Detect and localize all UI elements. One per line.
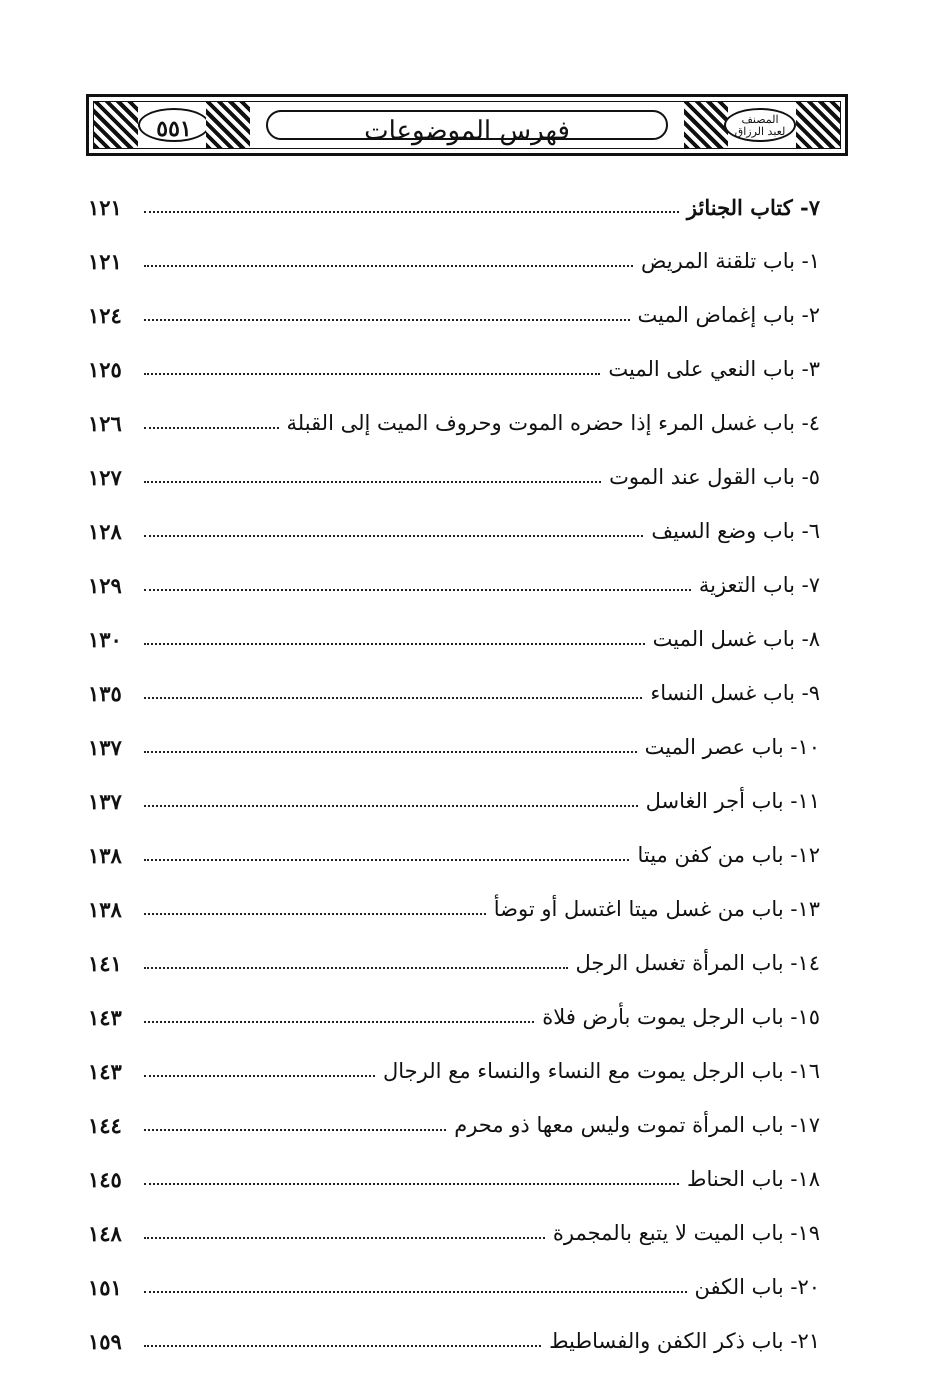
toc-entry-page: ١٤٤ — [88, 1112, 122, 1138]
toc-entry-title: ٩- باب غسل النساء — [650, 681, 820, 705]
toc-entry-page: ١٣٧ — [88, 788, 122, 814]
table-of-contents — [88, 180, 820, 1368]
toc-entry-page: ١٤٣ — [88, 1058, 122, 1084]
toc-entry-title: ١٩- باب الميت لا يتبع بالمجمرة — [552, 1221, 820, 1245]
toc-entry — [88, 1206, 820, 1260]
page-number: ٥٥١ — [156, 116, 192, 142]
toc-entry — [88, 666, 820, 720]
dot-leader — [144, 805, 638, 807]
header-frame — [93, 101, 841, 149]
dot-leader — [144, 697, 642, 699]
toc-entry-title: ٣- باب النعي على الميت — [608, 357, 820, 381]
toc-entry — [88, 396, 820, 450]
toc-entry-title: ٦- باب وضع السيف — [651, 519, 820, 543]
toc-entry-title: ٤- باب غسل المرء إذا حضره الموت وحروف الميت إلى القبلة — [286, 411, 820, 435]
toc-entry — [88, 612, 820, 666]
toc-entry-page: ١٣٨ — [88, 896, 122, 922]
dot-leader — [144, 265, 633, 267]
toc-entry-title: ١٢- باب من كفن ميتا — [637, 843, 820, 867]
dot-leader — [144, 427, 279, 429]
toc-entry-page: ١٢٤ — [88, 302, 122, 328]
toc-entry-title: ١١- باب أجر الغاسل — [645, 789, 820, 813]
toc-entry-page: ١٢١ — [88, 194, 122, 220]
toc-entry — [88, 1152, 820, 1206]
toc-entry — [88, 504, 820, 558]
toc-entry-page: ١٤٣ — [88, 1004, 122, 1030]
dot-leader — [144, 751, 637, 753]
toc-entry-title: ٨- باب غسل الميت — [652, 627, 820, 651]
toc-entry-title: ٥- باب القول عند الموت — [609, 465, 820, 489]
toc-entry-page: ١٢٨ — [88, 518, 122, 544]
toc-entry-page: ١٢٥ — [88, 356, 122, 382]
toc-entry-page: ١٢٩ — [88, 572, 122, 598]
seal-line-1: المصنف — [741, 113, 779, 126]
toc-entry — [88, 450, 820, 504]
toc-entry — [88, 774, 820, 828]
seal-text — [726, 114, 794, 138]
toc-entry-page: ١٤٥ — [88, 1166, 122, 1192]
dot-leader — [144, 373, 600, 375]
toc-entry — [88, 342, 820, 396]
toc-entry-page: ١٣٥ — [88, 680, 122, 706]
toc-entry-page: ١٣٠ — [88, 626, 122, 652]
toc-entry-title: ٧- كتاب الجنائز — [686, 194, 820, 220]
title-banner — [266, 110, 668, 146]
toc-entry — [88, 882, 820, 936]
toc-entry — [88, 234, 820, 288]
dot-leader — [144, 1291, 687, 1293]
dot-leader — [144, 589, 691, 591]
toc-entry-page: ١٤٨ — [88, 1220, 122, 1246]
seal-line-2: لعبد الرزاق — [734, 125, 786, 138]
dot-leader — [144, 535, 643, 537]
toc-entry — [88, 1098, 820, 1152]
ornament-right-inner — [684, 102, 728, 148]
toc-entry — [88, 1260, 820, 1314]
dot-leader — [144, 1345, 541, 1347]
dot-leader — [144, 1075, 375, 1077]
dot-leader — [144, 1237, 545, 1239]
toc-entry-title: ٢١- باب ذكر الكفن والفساطيط — [549, 1329, 820, 1353]
toc-entry-title: ١- باب تلقنة المريض — [641, 249, 820, 273]
dot-leader — [144, 967, 568, 969]
ornament-left-inner — [206, 102, 250, 148]
dot-leader — [144, 643, 645, 645]
ornament-right-outer — [796, 102, 840, 148]
book-seal — [724, 108, 796, 142]
toc-entry-page: ١٥٩ — [88, 1328, 122, 1354]
toc-entry — [88, 180, 820, 234]
toc-entry-title: ٢- باب إغماض الميت — [637, 303, 820, 327]
toc-entry — [88, 288, 820, 342]
toc-entry-title: ١٥- باب الرجل يموت بأرض فلاة — [542, 1005, 820, 1029]
dot-leader — [144, 859, 629, 861]
dot-leader — [144, 1129, 446, 1131]
toc-entry-title: ١٧- باب المرأة تموت وليس معها ذو محرم — [454, 1113, 820, 1137]
ornament-left-outer — [94, 102, 138, 148]
toc-entry-page: ١٢٦ — [88, 410, 122, 436]
toc-entry — [88, 990, 820, 1044]
toc-entry — [88, 1044, 820, 1098]
page-title: فهرس الموضوعات — [364, 116, 570, 146]
dot-leader — [144, 913, 486, 915]
toc-entry — [88, 936, 820, 990]
toc-entry-page: ١٢٧ — [88, 464, 122, 490]
dot-leader — [144, 211, 679, 213]
dot-leader — [144, 319, 630, 321]
toc-entry — [88, 558, 820, 612]
toc-entry-title: ١٦- باب الرجل يموت مع النساء والنساء مع الرجال — [383, 1059, 820, 1083]
toc-entry-page: ١٣٨ — [88, 842, 122, 868]
toc-entry — [88, 720, 820, 774]
dot-leader — [144, 1021, 534, 1023]
toc-entry-page: ١٤١ — [88, 950, 122, 976]
toc-entry — [88, 828, 820, 882]
toc-entry-title: ١٨- باب الحناط — [687, 1167, 820, 1191]
toc-entry-title: ٧- باب التعزية — [698, 573, 820, 597]
toc-entry — [88, 1314, 820, 1368]
toc-entry-page: ١٥١ — [88, 1274, 122, 1300]
toc-entry-page: ١٣٧ — [88, 734, 122, 760]
dot-leader — [144, 1183, 679, 1185]
toc-entry-title: ٢٠- باب الكفن — [694, 1275, 820, 1299]
page-header — [86, 94, 848, 156]
toc-entry-title: ١٣- باب من غسل ميتا اغتسل أو توضأ — [493, 897, 820, 921]
toc-entry-page: ١٢١ — [88, 248, 122, 274]
toc-entry-title: ١٠- باب عصر الميت — [644, 735, 820, 759]
page-number-cartouche — [138, 108, 210, 142]
dot-leader — [144, 481, 601, 483]
toc-entry-title: ١٤- باب المرأة تغسل الرجل — [575, 951, 820, 975]
